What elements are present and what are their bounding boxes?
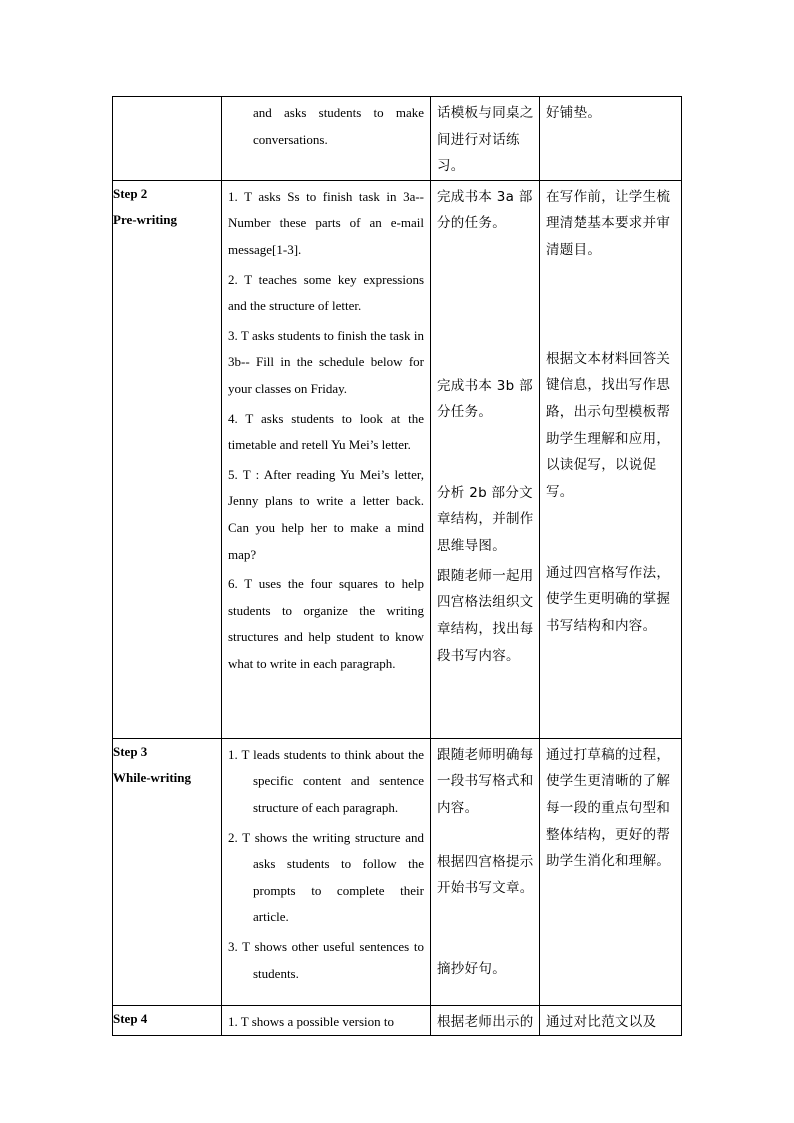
activity-item: 1. T leads students to think about the specific content and sentence structure of each paragraph. bbox=[228, 746, 424, 815]
table-row bbox=[113, 1005, 682, 1036]
student-activity-cell bbox=[431, 97, 540, 181]
student-activity-cell bbox=[431, 180, 540, 738]
student-activity-text: 分析 2b 部分文章结构，并制作思维导图。 bbox=[437, 484, 534, 554]
step-number: Step 2 bbox=[113, 185, 148, 201]
student-activity-text: 根据老师出示的 bbox=[437, 1013, 534, 1030]
activity-item: 5. T : After reading Yu Mei’s letter, Jenny plans to write a letter back. Can you help her to make a mind map? bbox=[228, 466, 424, 562]
purpose-cell bbox=[540, 738, 682, 1005]
purpose-text: 通过打草稿的过程，使学生更清晰的了解每一段的重点句型和整体结构，更好的帮助学生消化和理解。 bbox=[546, 746, 671, 870]
table-row bbox=[113, 738, 682, 1005]
step-number: Step 3 bbox=[113, 743, 148, 759]
step-cell bbox=[113, 180, 222, 738]
activity-item: 6. T uses the four squares to help students to organize the writing structures and help student to know what to write in each paragraph. bbox=[228, 576, 424, 671]
activity-cell bbox=[222, 1005, 431, 1036]
table-row bbox=[113, 180, 682, 738]
student-activity-text: 根据四宫格提示开始书写文章。 bbox=[437, 853, 534, 897]
student-activity-text: 完成书本 3b 部分任务。 bbox=[437, 377, 533, 421]
purpose-text: 在写作前，让学生梳理清楚基本要求并审清题目。 bbox=[546, 188, 671, 258]
student-activity-text: 摘抄好句。 bbox=[437, 960, 506, 977]
activity-item: 1. T asks Ss to finish task in 3a-- Number these parts of an e-mail message[1-3]. bbox=[228, 188, 424, 257]
purpose-cell bbox=[540, 1005, 682, 1036]
activity-item: 3. T shows other useful sentences to students. bbox=[228, 938, 424, 981]
step-title: Pre-writing bbox=[113, 212, 178, 228]
activity-item: 1. T shows a possible version to bbox=[228, 1013, 394, 1029]
purpose-cell bbox=[540, 180, 682, 738]
student-activity-text: 完成书本 3a 部分的任务。 bbox=[437, 188, 533, 232]
lesson-plan-table bbox=[112, 96, 682, 1036]
step-cell bbox=[113, 97, 222, 181]
activity-cell bbox=[222, 180, 431, 738]
student-activity-text: 跟随老师一起用四宫格法组织文章结构，找出每段书写内容。 bbox=[437, 567, 534, 664]
activity-item: 3. T asks students to finish the task in 3b-- Fill in the schedule below for your classes on Friday. bbox=[228, 327, 424, 396]
student-activity-text: 跟随老师明确每一段书写格式和内容。 bbox=[437, 746, 534, 816]
activity-cell bbox=[222, 97, 431, 181]
step-cell bbox=[113, 738, 222, 1005]
student-activity-cell bbox=[431, 738, 540, 1005]
activity-cell bbox=[222, 738, 431, 1005]
activity-item: 4. T asks students to look at the timetable and retell Yu Mei’s letter. bbox=[228, 410, 424, 453]
purpose-text: 通过四宫格写作法，使学生更明确的掌握书写结构和内容。 bbox=[546, 564, 671, 634]
activity-item: 2. T shows the writing structure and asks students to follow the prompts to complete their article. bbox=[228, 829, 424, 925]
purpose-text: 根据文本材料回答关键信息，找出写作思路，出示句型模板帮助学生理解和应用，以读促写，以说促写。 bbox=[546, 350, 671, 500]
step-title: While-writing bbox=[113, 770, 191, 786]
step-cell bbox=[113, 1005, 222, 1036]
purpose-text: 通过对比范文以及 bbox=[546, 1013, 657, 1030]
step-number: Step 4 bbox=[113, 1010, 148, 1026]
purpose-text: 好铺垫。 bbox=[546, 105, 602, 121]
activity-text: and asks students to make conversations. bbox=[253, 105, 424, 147]
table-row bbox=[113, 97, 682, 181]
student-activity-cell bbox=[431, 1005, 540, 1036]
activity-item: 2. T teaches some key expressions and the structure of letter. bbox=[228, 271, 424, 314]
student-activity-text: 话模板与同桌之间进行对话练习。 bbox=[437, 105, 534, 175]
purpose-cell bbox=[540, 97, 682, 181]
